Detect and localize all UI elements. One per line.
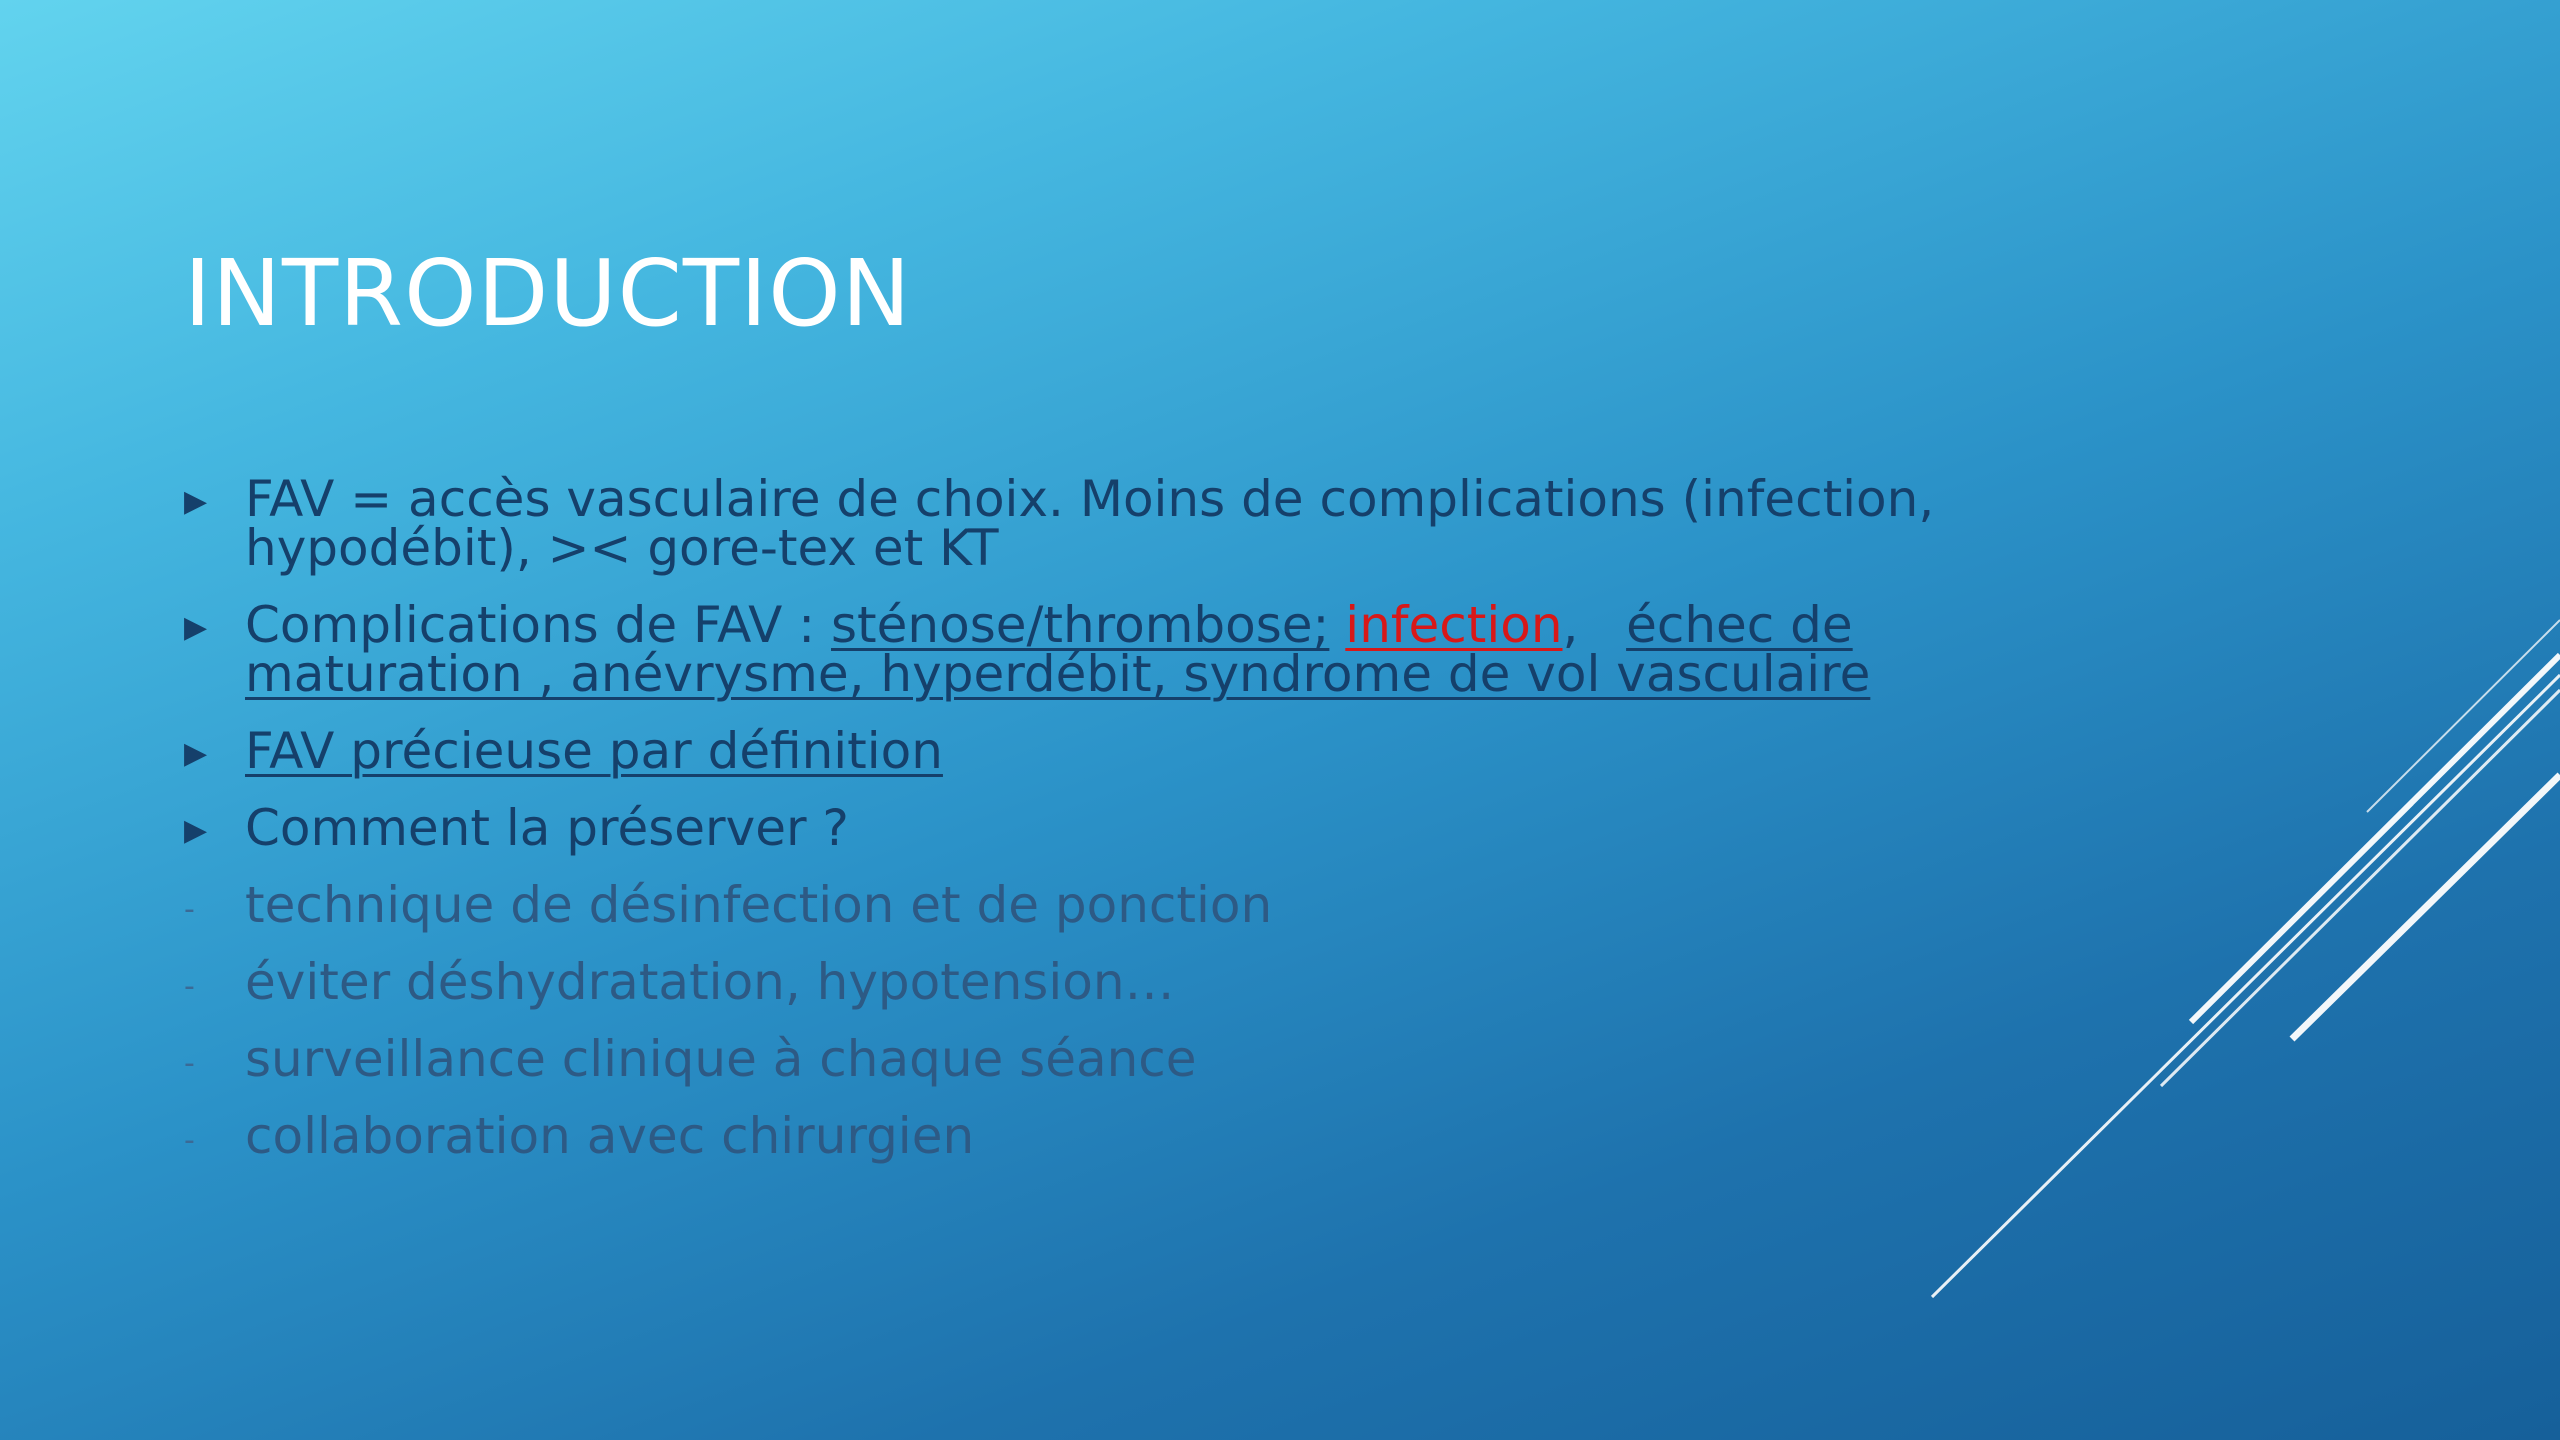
sub-item-3 (184, 1030, 1984, 1088)
bullet-2-line-1 (184, 596, 1984, 654)
sub-item-2 (184, 953, 1984, 1011)
bullet-arrow-icon: ▶ (184, 484, 208, 519)
decorative-line-5 (2367, 620, 2560, 812)
bullet-item-3 (184, 722, 1984, 780)
bullet-arrow-icon: ▶ (184, 736, 208, 771)
bullet-item-2 (184, 596, 1984, 703)
sub-item-4 (184, 1107, 1984, 1165)
bullet-1-line-2: hypodébit), >< gore-tex et KT (245, 519, 999, 577)
bullet-1-line-1: FAV = accès vasculaire de choix. Moins de complications (infection, (245, 470, 1935, 528)
slide-title: INTRODUCTION (184, 240, 912, 347)
bullet-2-separator: , (1562, 596, 1627, 654)
bullet-item-4 (184, 799, 1984, 857)
sub-item-3-text: surveillance clinique à chaque séance (245, 1030, 1197, 1088)
decorative-line-1 (1932, 675, 2560, 1297)
bullet-3-line (184, 722, 1984, 780)
link-infection[interactable]: infection (1345, 596, 1563, 654)
link-stenose-thrombose[interactable]: sténose/thrombose; (831, 596, 1330, 654)
bullet-item-1 (184, 470, 1984, 577)
decorative-line-2 (2191, 655, 2560, 1022)
dash-icon: - (184, 892, 195, 927)
bullet-arrow-icon: ▶ (184, 610, 208, 645)
decorative-line-4 (2292, 775, 2560, 1039)
link-maturation[interactable]: maturation , anévrysme, hyperdébit, syndrome de vol vasculaire (245, 645, 1871, 703)
bullet-4-line: Comment la préserver ? (245, 799, 849, 857)
bullet-2-prefix: Complications de FAV : (245, 596, 831, 654)
sub-item-4-text: collaboration avec chirurgien (245, 1107, 975, 1165)
link-fav-precieuse[interactable]: FAV précieuse par définition (245, 722, 943, 780)
decorative-line-3 (2161, 690, 2560, 1086)
link-echec-de[interactable]: échec de (1626, 596, 1853, 654)
bullet-2-line-2 (184, 645, 1984, 703)
sub-item-2-text: éviter déshydratation, hypotension… (245, 953, 1175, 1011)
dash-icon: - (184, 1123, 195, 1158)
sub-item-1 (184, 876, 1984, 934)
bullet-arrow-icon: ▶ (184, 813, 208, 848)
dash-icon: - (184, 969, 195, 1004)
sub-item-1-text: technique de désinfection et de ponction (245, 876, 1273, 934)
dash-icon: - (184, 1046, 195, 1081)
